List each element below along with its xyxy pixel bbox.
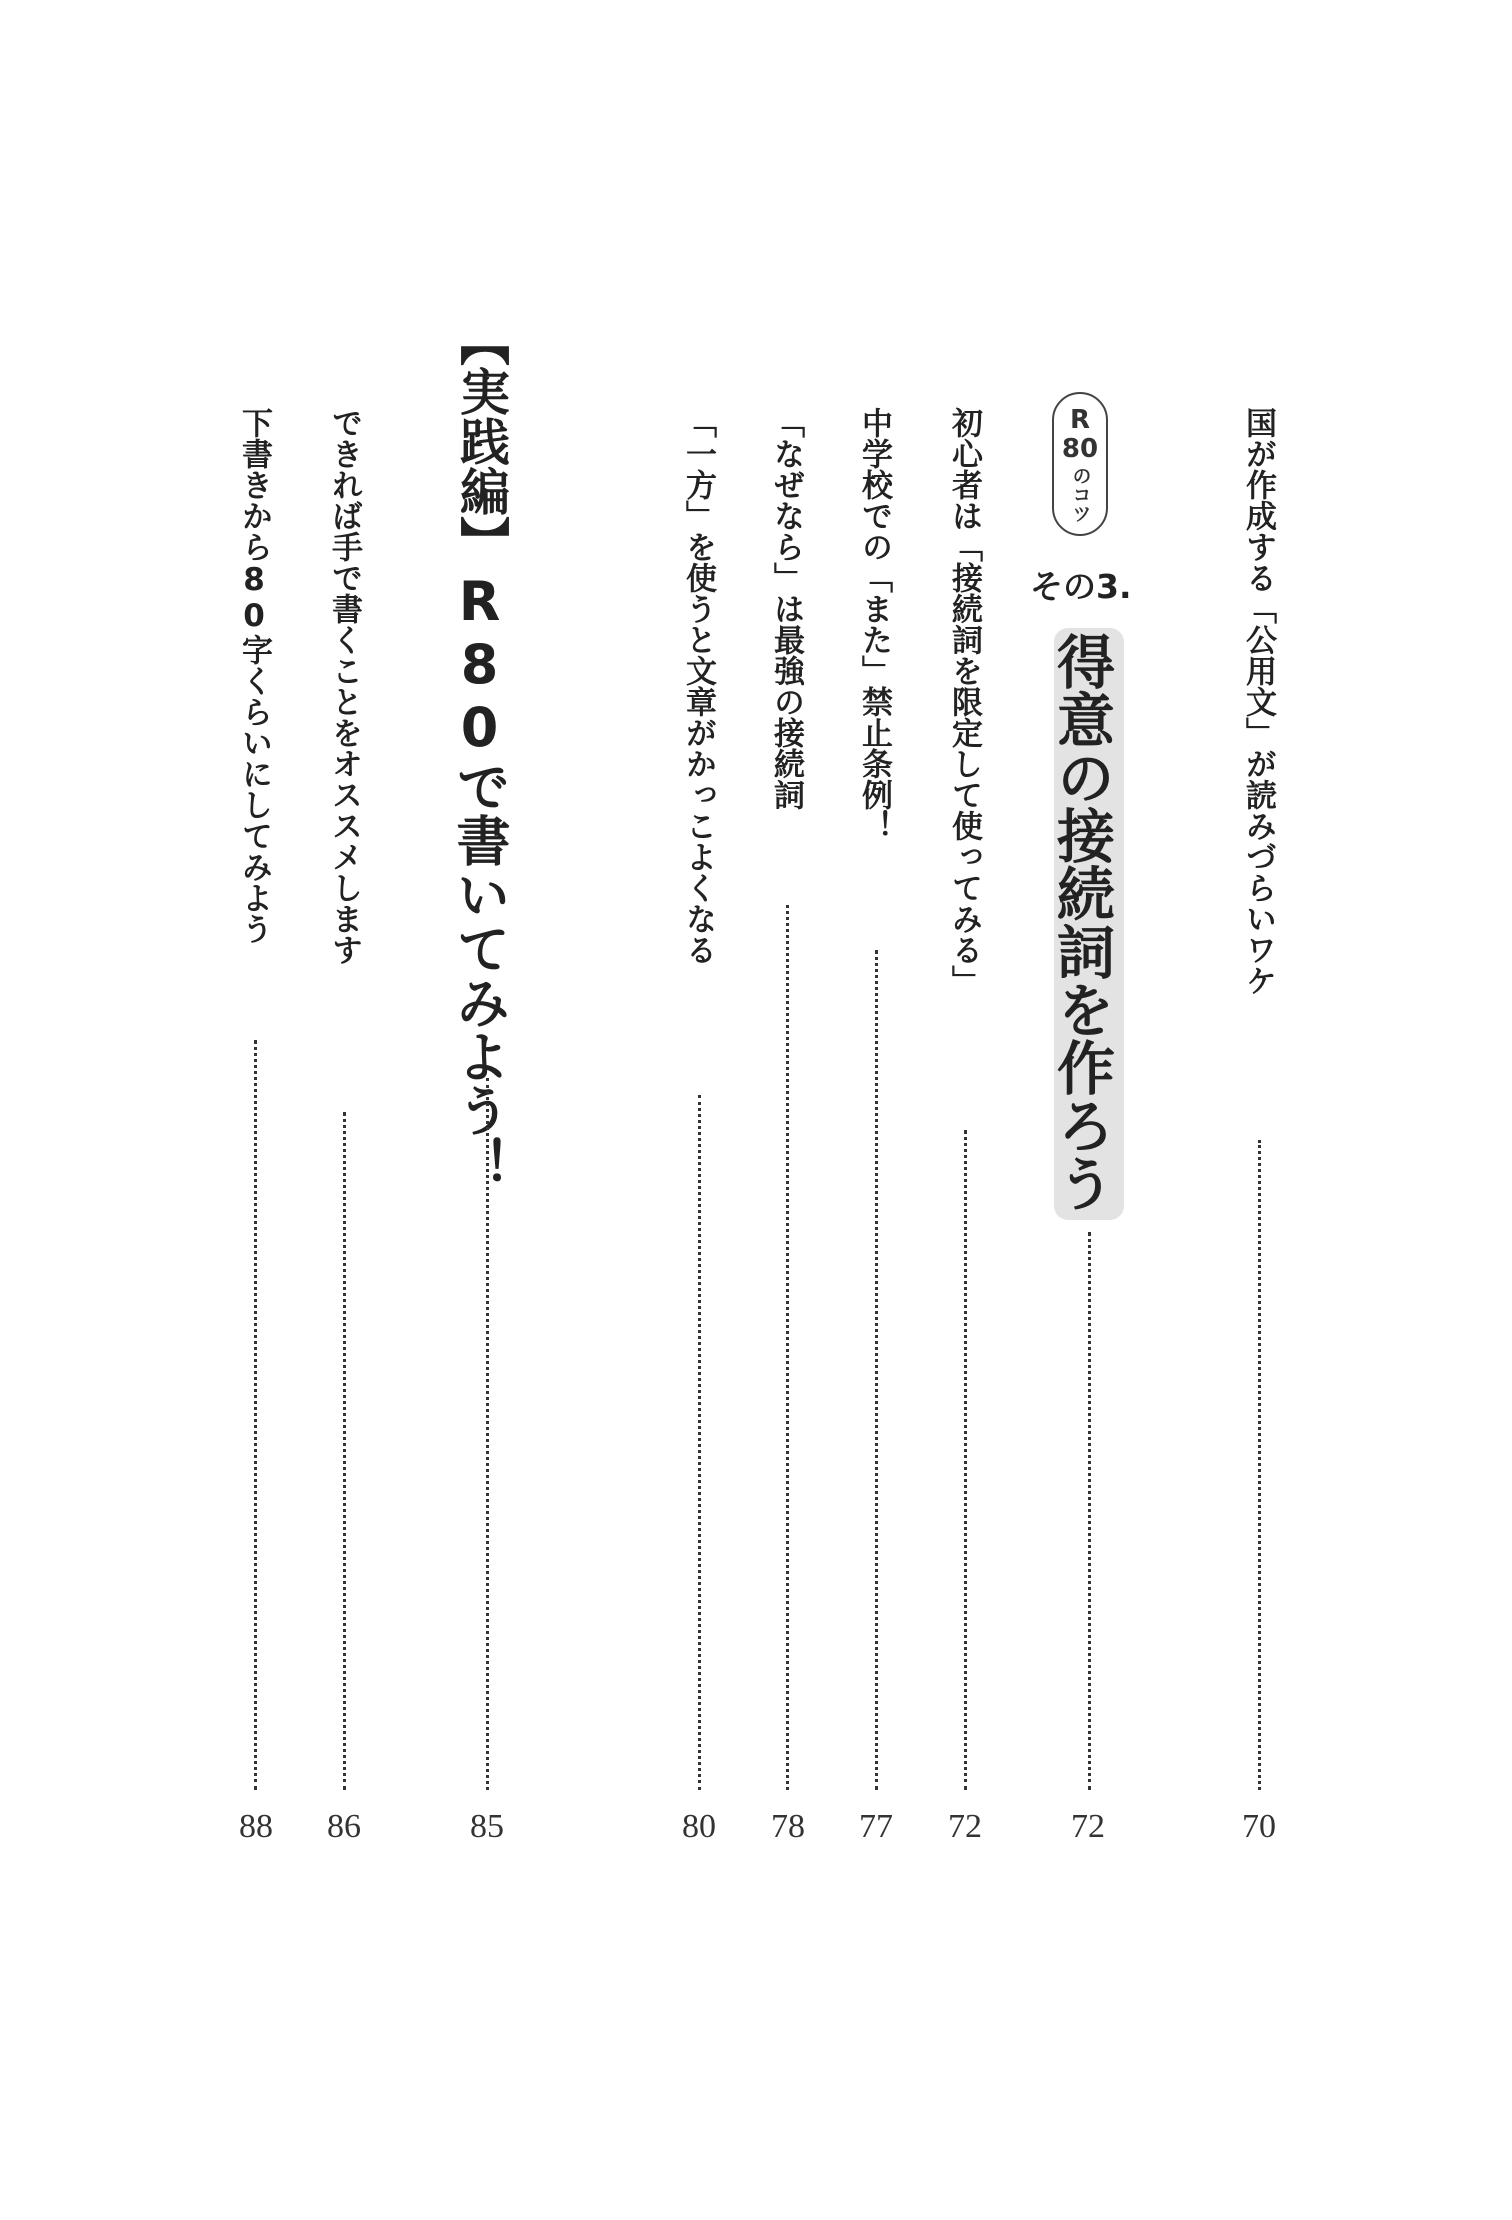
entry-title: 初心者は「接続詞を限定して使ってみる」 bbox=[946, 407, 982, 996]
page-number: 80 bbox=[682, 1808, 716, 1845]
dot-leader bbox=[343, 1112, 346, 1790]
section-number-label: その3. bbox=[1030, 567, 1132, 606]
dot-leader bbox=[786, 905, 789, 1790]
r80-tips-badge: R 80 のコツ bbox=[1052, 392, 1108, 536]
dot-leader bbox=[875, 950, 878, 1790]
section-title: 得意の接続詞を作ろう bbox=[1047, 632, 1115, 1212]
page-number: 72 bbox=[1071, 1808, 1105, 1845]
entry-title: 下書きから80字くらいにしてみよう bbox=[236, 407, 272, 944]
entry-title: 「一方」を使うと文章がかっこよくなる bbox=[680, 407, 716, 965]
entry-title: 中学校での「また」禁止条例！ bbox=[856, 407, 892, 841]
page-number: 77 bbox=[859, 1808, 893, 1845]
page-number: 78 bbox=[771, 1808, 805, 1845]
practice-title: R80で書いてみよう！ bbox=[448, 570, 511, 1191]
page-number: 86 bbox=[327, 1808, 361, 1845]
entry-title: できれば手で書くことをオススメします bbox=[326, 407, 362, 965]
page-number: 88 bbox=[239, 1808, 273, 1845]
dot-leader bbox=[964, 1130, 967, 1790]
dot-leader bbox=[486, 1078, 489, 1790]
dot-leader bbox=[1088, 1232, 1091, 1790]
dot-leader bbox=[698, 1095, 701, 1790]
page-number: 70 bbox=[1242, 1808, 1276, 1845]
dot-leader bbox=[254, 1040, 257, 1790]
entry-title: 「なぜなら」は最強の接続詞 bbox=[768, 407, 804, 810]
page-number: 85 bbox=[470, 1808, 504, 1845]
entry-title: 国が作成する「公用文」が読みづらいワケ bbox=[1240, 407, 1276, 996]
dot-leader bbox=[1258, 1140, 1261, 1790]
page-number: 72 bbox=[948, 1808, 982, 1845]
practice-bracket-label: 【実践編】 bbox=[452, 316, 510, 566]
